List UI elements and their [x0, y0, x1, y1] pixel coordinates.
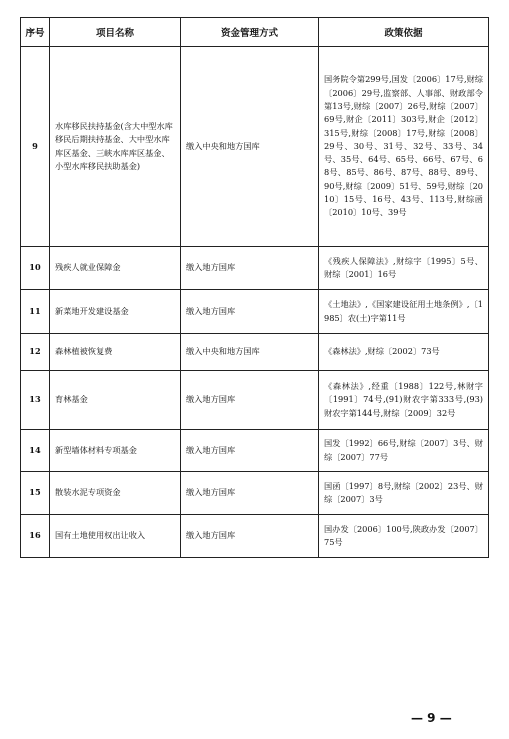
row-name: 育林基金 — [50, 371, 181, 430]
table-row — [21, 371, 489, 430]
table-row — [21, 334, 489, 371]
header-management: 资金管理方式 — [181, 18, 319, 47]
row-management: 缴入地方国库 — [181, 247, 319, 290]
row-management: 缴入地方国库 — [181, 430, 319, 472]
row-no: 14 — [21, 430, 50, 472]
table-row — [21, 430, 489, 472]
header-no: 序号 — [21, 18, 50, 47]
table-row — [21, 247, 489, 290]
row-name: 国有土地使用权出让收入 — [50, 515, 181, 558]
row-management: 缴入中央和地方国库 — [181, 47, 319, 247]
header-name: 项目名称 — [50, 18, 181, 47]
row-management: 缴入地方国库 — [181, 515, 319, 558]
row-management: 缴入地方国库 — [181, 290, 319, 334]
row-no: 10 — [21, 247, 50, 290]
row-basis: 国办发〔2006〕100号,陕政办发〔2007〕75号 — [319, 515, 489, 558]
row-basis: 《森林法》,财综〔2002〕73号 — [319, 334, 489, 371]
row-name: 残疾人就业保障金 — [50, 247, 181, 290]
page-number: — 9 — — [411, 711, 452, 725]
row-management: 缴入中央和地方国库 — [181, 334, 319, 371]
row-name: 散装水泥专项资金 — [50, 472, 181, 515]
row-basis: 国函〔1997〕8号,财综〔2002〕23号、财综〔2007〕3号 — [319, 472, 489, 515]
row-no: 16 — [21, 515, 50, 558]
row-basis: 国务院令第299号,国发〔2006〕17号,财综〔2006〕29号,监察部、人事部、财政部令第13号,财综〔2007〕26号,财综〔2007〕69号,财企〔2011〕303号,财企〔2012〕315号,财综〔2008〕17号,财综〔2008〕29号、30号、31号、32号、33号、34号、35号、64号、65号、66号、67号、68号、85号、86号、87号、88号、89号、90号,财综〔2009〕51号、59号,财综〔2010〕15号、16号、43号、113号,财综函〔2010〕10号、39号 — [319, 47, 489, 247]
row-basis: 《森林法》,经重〔1988〕122号,林财字〔1991〕74号,(91)财农字第333号,(93)财农字第144号,财综〔2009〕32号 — [319, 371, 489, 430]
header-row — [21, 18, 489, 47]
row-name: 新菜地开发建设基金 — [50, 290, 181, 334]
table-body — [21, 47, 489, 558]
row-no: 11 — [21, 290, 50, 334]
row-no: 12 — [21, 334, 50, 371]
row-name: 水库移民扶持基金(含大中型水库移民后期扶持基金、大中型水库库区基金、三峡水库库区基金、小型水库移民扶助基金) — [50, 47, 181, 247]
row-no: 9 — [21, 47, 50, 247]
header-basis: 政策依据 — [319, 18, 489, 47]
table-row — [21, 515, 489, 558]
row-basis: 《土地法》,《国家建设征用土地条例》,〔1985〕农(土)字第11号 — [319, 290, 489, 334]
row-management: 缴入地方国库 — [181, 371, 319, 430]
table-row — [21, 472, 489, 515]
row-basis: 《残疾人保障法》,财综字〔1995〕5号、财综〔2001〕16号 — [319, 247, 489, 290]
table-row — [21, 47, 489, 247]
row-management: 缴入地方国库 — [181, 472, 319, 515]
row-name: 新型墙体材料专项基金 — [50, 430, 181, 472]
table-header — [21, 18, 489, 47]
table-row — [21, 290, 489, 334]
row-basis: 国发〔1992〕66号,财综〔2007〕3号、财综〔2007〕77号 — [319, 430, 489, 472]
row-name: 森林植被恢复费 — [50, 334, 181, 371]
row-no: 15 — [21, 472, 50, 515]
row-no: 13 — [21, 371, 50, 430]
policy-table — [20, 17, 489, 558]
